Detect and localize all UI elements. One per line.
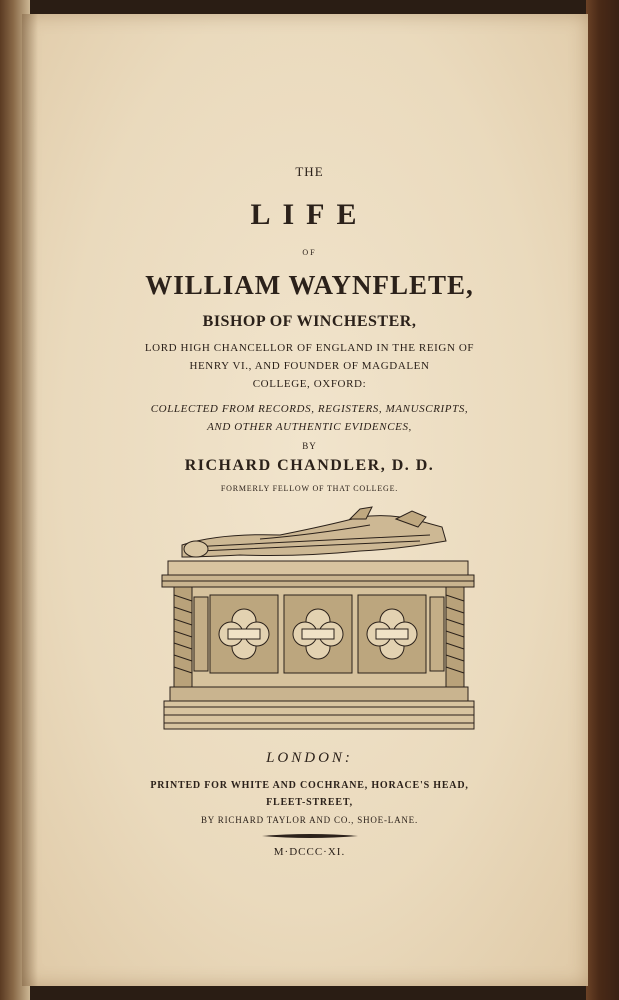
imprint-line-3: BY RICHARD TAYLOR AND CO., SHOE-LANE.: [200, 815, 419, 825]
subtitle: BISHOP OF WINCHESTER,: [202, 313, 417, 330]
title-life: LIFE: [250, 198, 369, 231]
title-subject-name: WILLIAM WAYNFLETE,: [145, 270, 474, 300]
description-line-1: LORD HIGH CHANCELLOR OF ENGLAND IN THE REIGN OF: [144, 342, 475, 354]
collected-line-2: AND OTHER AUTHENTIC EVIDENCES,: [207, 421, 412, 433]
title-the: THE: [295, 164, 324, 179]
tomb-engraving: [160, 505, 476, 733]
title-page: [22, 14, 588, 986]
description-line-3: COLLEGE, OXFORD:: [252, 378, 367, 390]
author-name: RICHARD CHANDLER, D. D.: [184, 457, 435, 474]
imprint-line-2: FLEET-STREET,: [266, 797, 353, 808]
imprint-city: LONDON:: [266, 750, 353, 766]
publication-date: M·DCCC·XI.: [273, 846, 346, 858]
description-line-2: HENRY VI., AND FOUNDER OF MAGDALEN: [189, 360, 430, 372]
imprint-line-1: PRINTED FOR WHITE AND COCHRANE, HORACE'S HEAD,: [150, 780, 469, 791]
page-gutter-shadow: [22, 14, 38, 986]
title-of: OF: [302, 248, 317, 257]
collected-line-1: COLLECTED FROM RECORDS, REGISTERS, MANUSCRIPTS,: [150, 403, 469, 415]
ornamental-rule: [262, 833, 358, 839]
author-note: FORMERLY FELLOW OF THAT COLLEGE.: [220, 484, 399, 493]
by-label: BY: [302, 441, 317, 451]
